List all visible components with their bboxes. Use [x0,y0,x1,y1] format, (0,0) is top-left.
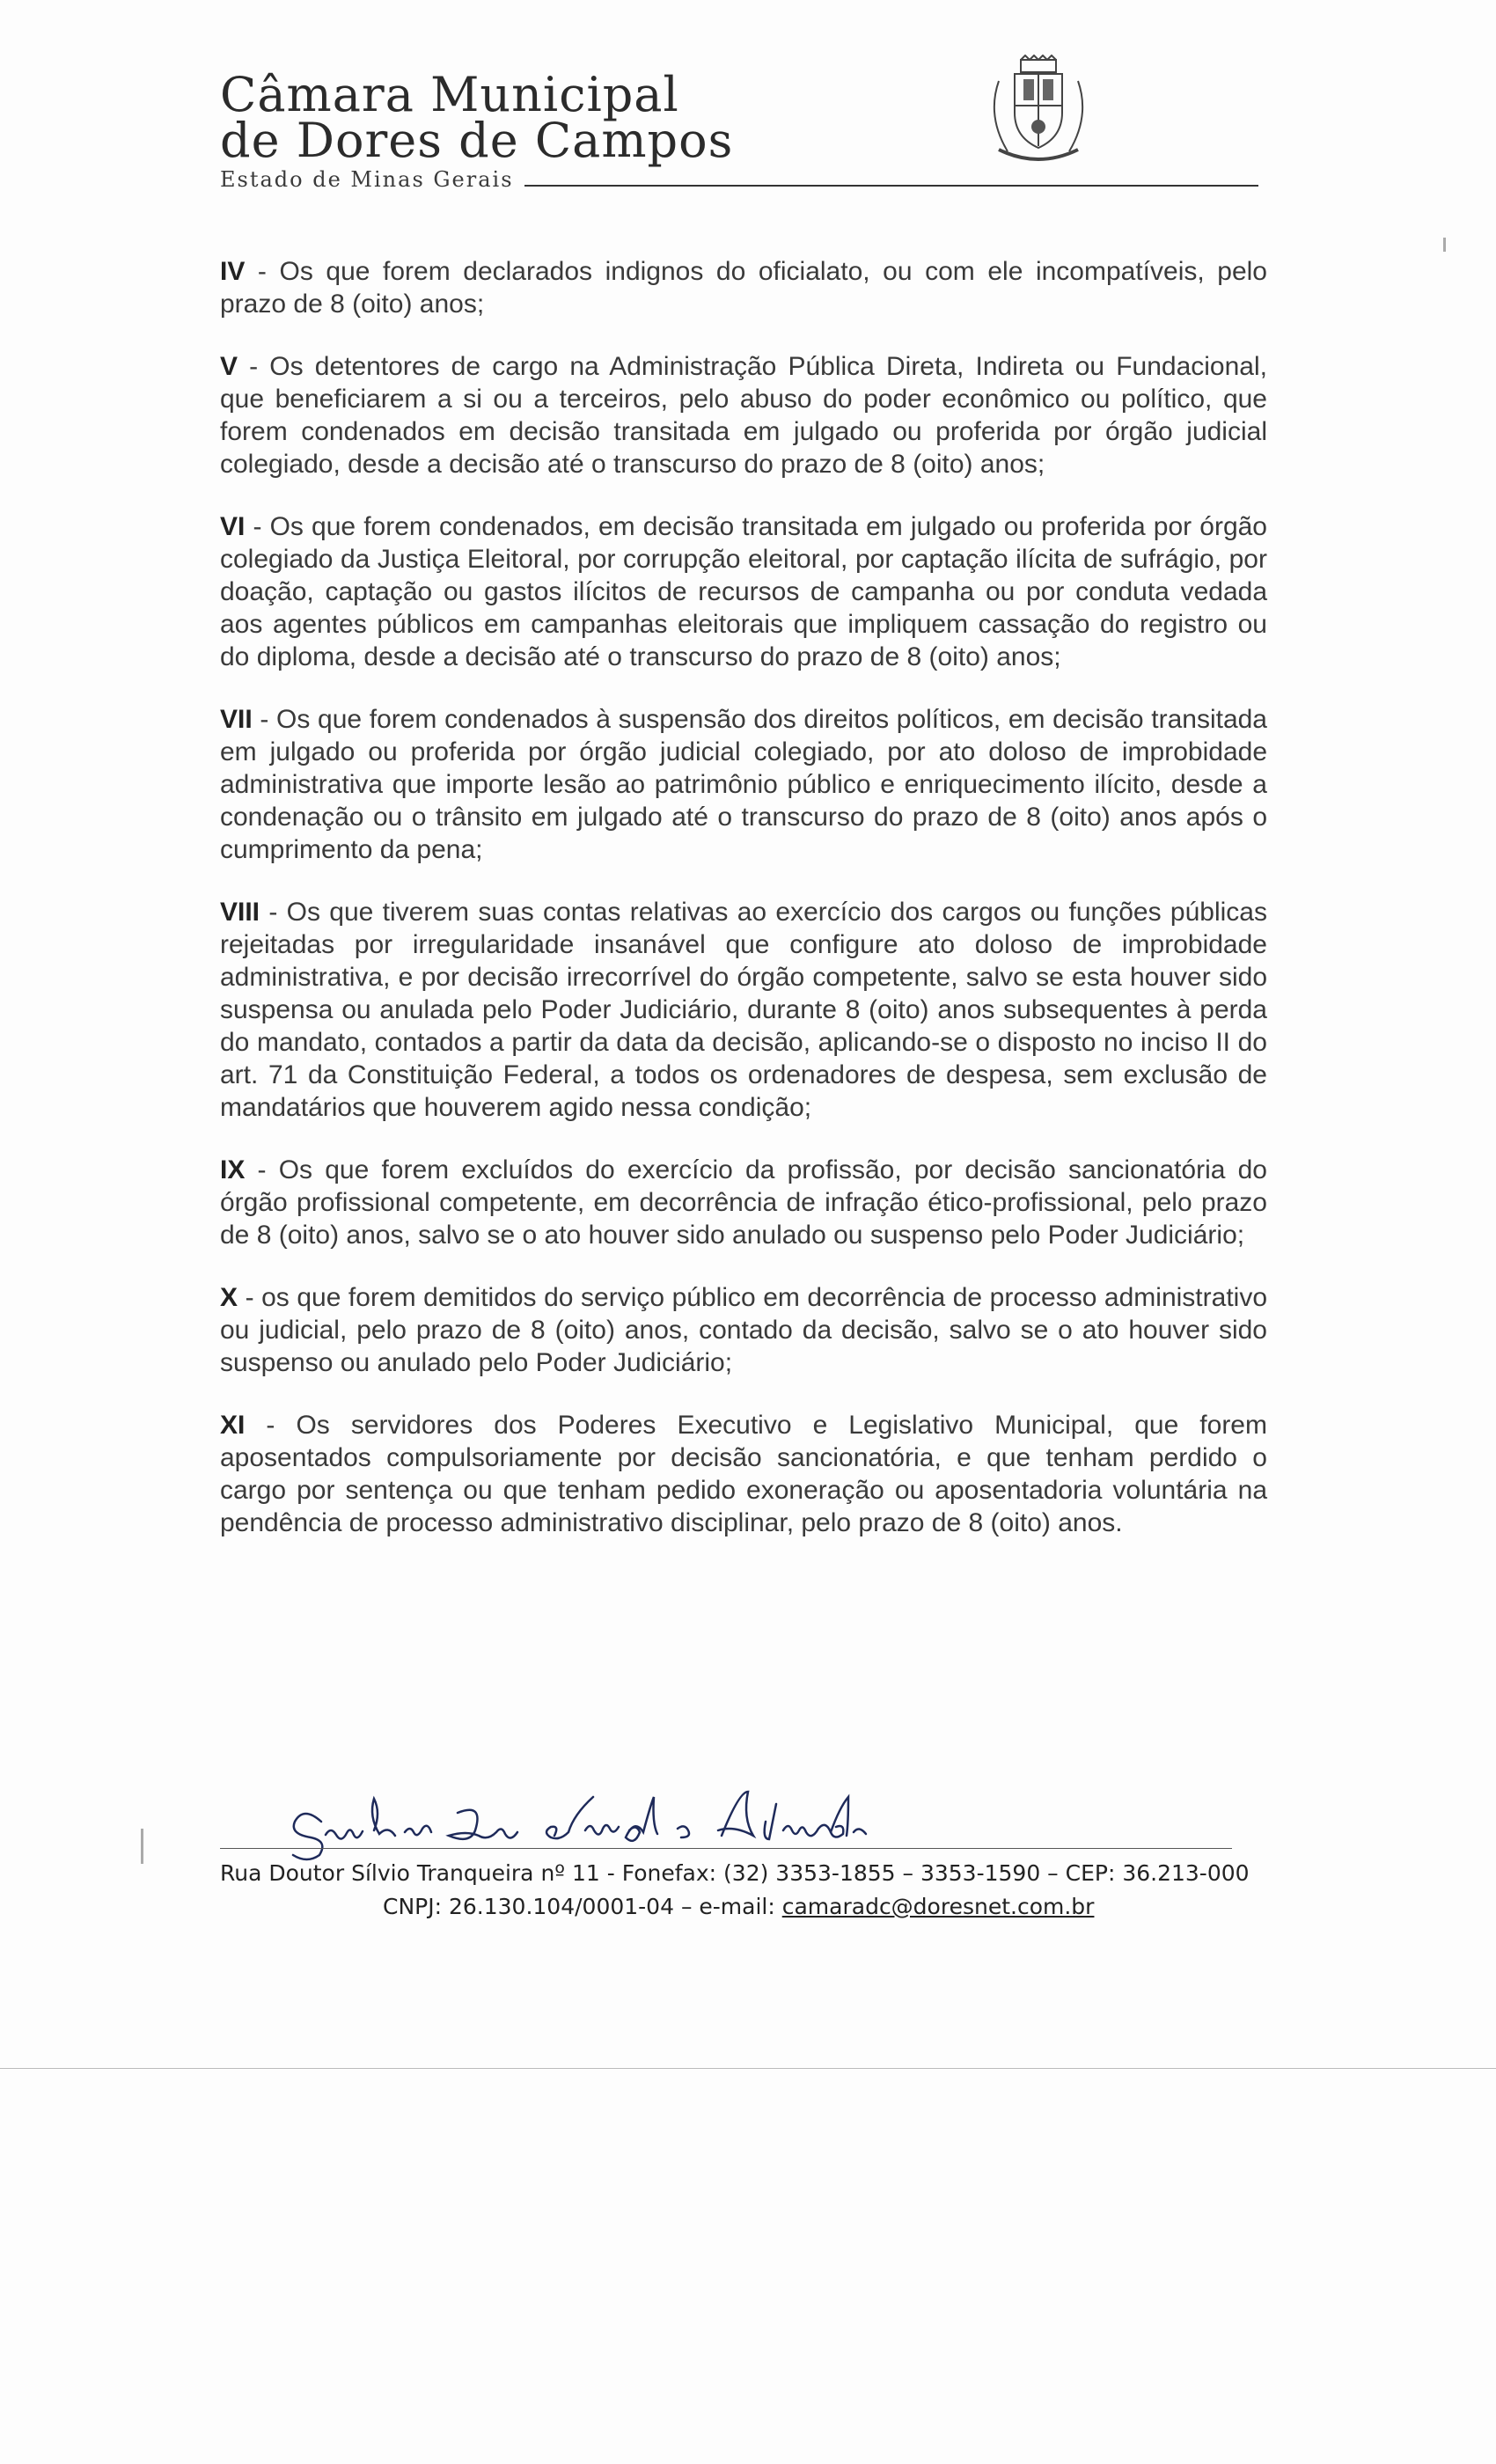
letterhead-subtitle [220,167,1258,192]
footer-cnpj: CNPJ: 26.130.104/0001-04 – e-mail: [383,1894,782,1919]
letterhead-title-line1: Câmara Municipal [220,67,679,122]
clause-number: VI [220,512,246,541]
clause-vi [220,510,1267,673]
clause-ix [220,1154,1267,1251]
clause-number: X [220,1283,238,1312]
letterhead-title-line2: de Dores de Campos [220,113,734,168]
letterhead-state: Estado de Minas Gerais [220,167,514,192]
clause-number: IV [220,257,246,286]
footer-address: Rua Doutor Sílvio Tranqueira nº 11 - Fonefax: (32) 3353-1855 – 3353-1590 – CEP: 36.213-000 [220,1860,1250,1886]
scan-mark [1443,238,1446,252]
signature-line [220,1848,1232,1849]
clause-viii [220,896,1267,1124]
clause-vii [220,703,1267,866]
clause-text: - Os que forem excluídos do exercício da profissão, por decisão sancionatória do órgão profissional competente, em decorrência de infração ético-profissional, pelo prazo de 8 (oito) anos, salvo se o ato houver sido anulado ou suspenso pelo Poder Judiciário; [220,1155,1267,1250]
clause-text: - Os que forem declarados indignos do oficialato, ou com ele incompatíveis, pelo prazo de 8 (oito) anos; [220,257,1267,319]
clause-text: - Os que forem condenados à suspensão dos direitos políticos, em decisão transitada em julgado ou proferida por órgão judicial colegiado, por ato doloso de improbidade administrativa que importe lesão ao patrimônio público e enriquecimento ilícito, desde a condenação ou o trânsito em julgado até o transcurso do prazo de 8 (oito) anos após o cumprimento da pena; [220,705,1267,864]
document-body [220,255,1267,1569]
scan-mark [141,1829,143,1864]
clause-number: VIII [220,898,260,927]
clause-xi [220,1409,1267,1539]
clause-text: - Os servidores dos Poderes Executivo e Legislativo Municipal, que forem aposentados compulsoriamente por decisão sancionatória, e que tenham perdido o cargo por sentença ou que tenham pedido exoneração ou aposentadoria voluntária na pendência de processo administrativo disciplinar, pelo prazo de 8 (oito) anos. [220,1411,1267,1537]
footer-contact [383,1894,1263,1919]
clause-text: - os que forem demitidos do serviço público em decorrência de processo administrativo ou judicial, pelo prazo de 8 (oito) anos, contado da decisão, salvo se o ato houver sido suspenso ou anulado pelo Poder Judiciário; [220,1283,1267,1377]
clause-number: XI [220,1411,246,1440]
clause-number: V [220,352,238,381]
coat-of-arms-icon [972,55,1104,169]
clause-iv [220,255,1267,320]
clause-number: IX [220,1155,246,1184]
clause-v [220,350,1267,480]
footer-email-link[interactable]: camaradc@doresnet.com.br [781,1894,1095,1919]
clause-x [220,1281,1267,1379]
clause-text: - Os que forem condenados, em decisão transitada em julgado ou proferida por órgão colegiado da Justiça Eleitoral, por corrupção eleitoral, por captação ilícita de sufrágio, por doação, captação ou gastos ilícitos de recursos de campanha ou por conduta vedada aos agentes públicos em campanhas eleitorais que impliquem cassação do registro ou do diploma, desde a decisão até o transcurso do prazo de 8 (oito) anos; [220,512,1267,671]
clause-text: - Os que tiverem suas contas relativas ao exercício dos cargos ou funções públicas rejeitadas por irregularidade insanável que configure ato doloso de improbidade administrativa, e por decisão irrecorrível do órgão competente, salvo se esta houver sido suspensa ou anulada pelo Poder Judiciário, durante 8 (oito) anos subsequentes à perda do mandato, contados a partir da data da decisão, aplicando-se o disposto no inciso II do art. 71 da Constituição Federal, a todos os ordenadores de despesa, sem exclusão de mandatários que houverem agido nessa condição; [220,898,1267,1122]
clause-text: - Os detentores de cargo na Administração Pública Direta, Indireta ou Fundacional, que beneficiarem a si ou a terceiros, pelo abuso do poder econômico ou político, que forem condenados em decisão transitada em julgado ou proferida por órgão judicial colegiado, desde a decisão até o transcurso do prazo de 8 (oito) anos; [220,352,1267,479]
letterhead-rule [524,185,1258,187]
signature-block [220,1786,1267,1936]
page-bottom-edge [0,2068,1496,2069]
clause-number: VII [220,705,253,734]
handwritten-signature [220,1786,942,1861]
